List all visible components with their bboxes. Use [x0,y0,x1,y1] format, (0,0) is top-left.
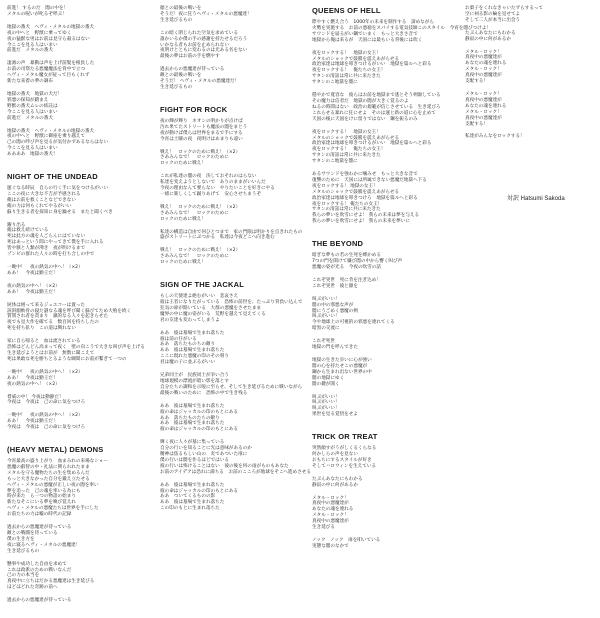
stanza [312,130,462,165]
lyric-line: 夜の輝が輝り ネオンの明かりが点けば [160,118,243,124]
lyric-line: ああ ついてくるものの影 [160,494,216,500]
lyric-line: もっと大きなかった自分を鍛え立たせる [7,476,90,482]
lyric-line: 叫ぶがいい！ [312,296,340,302]
lyric-line: ああ 彼は墓場で生まれ落ちた [160,330,225,336]
stanza [160,31,310,61]
lyric-line: メタル・ロック！ [465,67,502,73]
lyric-line: 夜の熱気の中へ！（×2） [7,381,60,387]
lyric-line: 生き延びようとはお前が 無数に聞こえて [7,350,95,356]
stanza [312,395,462,419]
lyric-line: 夜をロックする！ 俺たちの女王！ [312,147,386,153]
stanza [312,477,462,489]
lyric-line: 前進だ メタルの番犬 [7,115,53,121]
lyric-line: 彼の命はジャッカルの印のもとにある [160,488,239,494]
lyric-line: 叫ぶがいい！ [312,394,340,400]
lyric-line: 地獄の番犬 地獄の犬だ！ [7,91,63,97]
song-title: NIGHT OF THE UNDEAD [7,172,98,182]
lyric-line: 最後の夢はお前の手を燃やす [160,54,220,60]
lyric-line: 夜をロックする！ 地獄の女王！ [312,183,378,189]
lyric-line: これは政派のための戦いなんだ [7,567,72,573]
stanza [160,248,310,266]
lyric-line: 僕の行いは闇を作るほどではいる [160,457,229,463]
lyric-line: 火勢を実施する お前の悪徳をスパイする電気技師このスタイル 今宵を闇びつけよ！ [312,25,491,31]
song-lyrics [312,432,462,550]
lyric-line: 我らの夢いを吹雪にせよ！ 我らの未来を夢いに [312,219,410,225]
lyric-line: 死を持ち拡り この道は興れない [7,326,76,332]
song-lyrics [312,239,462,418]
lyric-line: 真夜中の悪魔達が [465,115,502,121]
stanza [312,358,462,388]
stanza [7,61,157,85]
lyric-line: 夜の熱気の中へ！（×2） [7,283,60,289]
lyric-line: さあみんなで！ ロックのために [160,254,229,260]
lyric-line: 真夜中の悪魔達が [312,519,349,525]
lyric-line: そしてハロウィンを生えている [312,463,377,469]
stanza [160,294,310,324]
lyric-line: 生き延びるもの [160,84,193,90]
lyric-line: ああ 落ちたものちの敵り [160,342,216,348]
lyric-line: 真夜中の悪魔達が [312,501,349,507]
lyric-line: メタルを守る魔物たちの生を集めるんだ [7,470,90,476]
lyric-line: 空に祠る影の輪を見せてよ [465,11,521,17]
stanza [312,93,462,123]
lyric-line: 敵との最後の戦いを [160,73,202,79]
lyric-line: ああ 彼は墓場で生まれ落ちた [160,403,225,409]
lyric-line: 彼は前の仔がいる [160,336,197,342]
lyric-line: お菓子をくれなきゃいたずらするって [465,6,544,11]
lyric-line: 私達を変えようとしないで ありのままがいいんだ [160,180,266,186]
lyric-line: 私達の構造は自由で何ひとつまで 家の門限は明かりを点きれたもの [160,229,303,235]
lyric-line: そして二人が本当に出会う [465,17,521,23]
stanza [160,174,310,198]
stanza [160,205,310,223]
lyric-line: 支配する！ [465,121,488,127]
song-lyrics [7,445,157,604]
stanza [465,134,597,140]
lyric-line: 彼の命はジャッカルの印のもとにある [160,427,239,433]
lyric-line: 君は魔の子に並ぶるがいい [160,360,216,366]
lyric-line: サタンのこ地獄を闇に [312,80,358,86]
lyric-line: メタルのショックで鼓膜を震えあがらせる [312,189,400,195]
stanza [160,404,310,434]
lyric-line: 政治家達は地球を叩きつけるがいい 地獄を篇ルへと彩る [312,141,432,147]
stanza [465,50,597,85]
lyric-line: 静寂の中に何があるか [465,36,511,42]
lyric-line: 夜をロックする！ 俺たちの女王！ [312,68,386,74]
lyric-line: メタル・ロック！ [465,49,502,55]
song-title: (HEAVY METAL) DEMONS [7,445,104,455]
stanza [465,92,597,127]
lyric-line: 突然顔すがうがしくるくらなる [312,446,377,452]
lyric-line: 盛がストリートにぷつかる 私達は今夜どこへ向き進む [160,235,275,241]
stanza [7,395,157,407]
lyric-line: 恐怖はどんどん高まって夜く 壁の向こうで大きな叫び声を上げる [7,345,145,351]
lyric-line: 死は此方の魂を人ごらんにはていない [7,234,86,240]
lyric-line: 夜の中へと 野獣に御座を乗り越えて [7,134,86,140]
stanza [465,6,597,24]
lyric-line: 穏やかで寛容な 彼らはお前を地獄まで逃とそう剣渦している [312,93,441,99]
lyric-line: 夜でも見大作を確てる 数百回を持ちしたの [7,320,99,326]
lyric-line: 地獄の番犬 ヘヴィ・メタルの地獄の番犬 [7,128,95,134]
lyric-line: あなたの魂を連れる [465,61,507,67]
stanza [7,6,157,18]
lyric-line: 地球規模の漂流が暗い影を落とす [160,378,229,384]
lyric-line: ここに現れた悪魔の印のその刻り [160,354,229,360]
lyric-line: 今宵最高の盛り上がり 血まみれの来場なショー [7,459,108,465]
lyric-line: メタルの呪いが叱るぞ呼ぶ！ [7,11,67,17]
lyric-line: ああ！ 今夜は勤王だ！ [7,289,58,295]
lyric-line: 闇の中の邪悪な声が [312,302,354,308]
lyric-line: あなたの魂を連れる [312,507,354,513]
lyric-line: 夜をロックする！ 地獄の女王！ [312,50,381,56]
lyric-line: ああ 彼は墓場で生まれ落ちた [160,482,225,488]
stanza [160,483,310,513]
lyrics-column-2 [160,6,310,526]
stanza [312,339,462,351]
lyric-line: 真夜中に立ちはだかる悪魔達は生き延びる [7,579,95,585]
stanza [7,186,157,216]
song-lyrics [160,280,310,512]
lyric-line: ロックのために戦え！ [160,161,206,167]
lyric-line: 汚れ果てたストリートも魔法の闇をまとう [160,124,248,130]
lyric-line: ああ 落ちたものたちの敵り [160,415,220,421]
lyric-line: 地獄の生きた歩いに心が強い [312,357,372,363]
stanza [312,253,462,271]
lyric-line: 闇にうごめく悪魔の剣 [312,308,358,314]
lyric-line: サタンの清話は常に共に来たきた [312,153,381,159]
lyric-line: 政治家達は地球を叩きつけるがいい 地獄を篇ルへと彩る [312,62,432,68]
lyric-line: 邪悪の探知が踏まえ [7,97,49,103]
lyric-line: メタルのショックで鼓膜を震えあがらせる [312,135,400,141]
lyric-line: 生き延びるもの [7,548,40,554]
lyric-line: 天国の後に天国をけに留りではない 鋼を振るのみ [312,116,418,122]
lyric-line: 死は果敢な死を勝ちとるような瞬間にお前が繋ぎて一つの [7,356,127,362]
lyric-line: サタンのこ地獄を闇に [312,159,358,165]
lyric-line: 真夜中の悪魔達が [465,97,502,103]
lyric-line: そうだ！ ヘヴィ・メタルの悪魔達だ！ [160,79,240,85]
lyric-line: 僕の生き方を [7,536,35,542]
lyric-line: 自分の行いを知ることに光は意味があるのか [160,446,252,452]
stanza [7,265,157,277]
lyric-line: 何かしらの声を見ない [312,452,358,458]
stanza [160,6,310,24]
stanza [160,150,310,168]
lyric-line: 一晩中！ 夜の熱気の中へ！（×2） [7,369,83,375]
lyric-line: 真夜中の悪魔達が [465,73,502,79]
lyric-line: 死はあっという間にやってきて僕を手に入れる [7,240,104,246]
lyric-line: あなたの魂を連れる [465,103,507,109]
lyric-line: ああ 彼は墓場で生まれ落ちた [160,500,225,506]
lyric-line: 今や地球上の可視的の邪悪を連れてくる [312,320,395,326]
stanza [7,339,157,363]
lyric-line: 生き延びる [312,525,335,531]
stanza [312,297,462,332]
lyric-line: 果世を見る覚悟をせよ [312,412,358,418]
lyric-line: 夜の猛獣な男はお前は見守ら殺るはない [7,36,90,42]
lyric-line: 一晩中！ 夜の熱気の中へ！（×2） [7,265,83,270]
lyric-line: 夜をロックする！ 俺たちの女王！ [312,201,383,207]
lyric-line: 我らの夢いを吹雪にせよ！ 我らの未来は夢を与える [312,213,420,219]
lyric-line: メタル・ロック！ [465,109,502,115]
lyric-line: メタル・ロック！ [465,91,502,97]
lyric-line: この印のもとに生まれ落ちた [160,506,220,512]
lyric-line: 今宵は土曜の夜 夜明けはあまりも遠い [160,136,243,142]
lyrics-column-4 [465,6,597,154]
lyric-line: 脅威の中！ 今夜は動静だ！ [7,394,64,400]
lyric-line: 地獄から俺は来るが 天国には最もいる背後には吹く [312,37,423,43]
lyric-line: 闇の鍵が開く [312,381,340,387]
lyric-line: ノック ノック 扉を叩いている [312,538,381,543]
lyric-line: 闇の心を持たせこの悪魔が [312,363,368,369]
lyric-line: ロックのために戦え！ [160,216,206,222]
lyric-line: 皆や骸と人類が沸き 夜が明けるまで [7,246,86,252]
lyric-line: 復讐のために 天国には所属できない悪魔だ地獄へ下る [312,177,427,183]
lyric-line: ゾンビの群れた人々の時を打ち合しの中で [7,252,95,258]
lyric-line: 叫ぶがいい！ [312,400,340,406]
lyric-line: ああ！ 今夜は勤王だ！ [7,270,58,276]
lyric-line: ああ 彼は墓場で生まれ落ちた [160,421,225,427]
stanza [7,413,157,431]
lyric-line: 輝く夜に人々が墓に集っている [160,440,225,446]
lyric-line: 地獄の門を呼んできた [312,345,358,351]
lyric-line: 暗ぎな夢もの若の生死を縛かめる [312,253,381,259]
stanza [7,459,157,518]
lyric-line: 新たなそこにいる夢を喚び覚えれ [7,500,76,506]
stanza [160,67,310,91]
lyric-line: 夜をロックする！ 地獄の女王！ [312,129,381,135]
song-lyrics [160,6,310,91]
lyric-line: 際やすく燃え合う 1000年の未来を制作する 諦めながら [312,20,434,25]
lyric-line: 該斜顔斬骨の寝た謎なる魂を呼び聞く蘇びてため大殖を続く [7,308,132,314]
stanza [7,525,157,555]
lyric-line: 己の力の本当を [7,573,40,579]
lyric-line: これぞ死世 [312,339,335,345]
lyric-line: 精神は焦るもしい山の 炎であついた扉に [160,452,248,458]
lyric-line: ああ 彼は墓場で生まれ落ちた [160,348,225,354]
stanza [312,51,462,86]
stanza [7,129,157,159]
lyric-line: 俺は救え続けている [7,228,49,234]
lyric-line: 戦え！ ロックのために戦え！（×2） [160,204,241,210]
lyric-line: あるサウンドを強わかに噛みせ もっと大きな音で [312,172,418,178]
stanza [7,284,157,296]
stanza [7,223,157,258]
lyric-line: 悪魔の姿が光る 今夜の吹雪の話 [312,265,381,270]
lyric-line: 君の友達も変わってしまうよ [160,317,220,323]
lyric-line: たぶんあなたにもわかる [465,30,516,36]
lyric-line: いかなる者もお前を止められない [160,42,229,48]
lyric-line: 俺の力は何もくれてやるがいい [7,203,72,209]
lyric-line: 戦え！ ロックのために戦え！（×2） [160,248,241,254]
lyric-line: 叫ぶがいい！ [312,314,340,320]
lyrics-column-1 [7,6,157,618]
lyric-line: 一緒に楽しくして踊りあげて 安心させちまうぞ [160,191,262,197]
stanza [7,92,157,122]
song-title: FIGHT FOR ROCK [160,104,228,114]
stanza [160,440,310,475]
stanza [312,278,462,290]
stanza [312,172,462,225]
lyric-line: 夜に寝るヘヴィ・メタルの悪魔達！ [7,542,81,548]
lyric-line: お前の司祭たる悪魔魔法を背中で立つ [7,67,86,73]
lyric-line: 一晩中！ 夜の熱気の中へ！（×2） [7,413,83,419]
stanza [312,496,462,531]
lyric-line: ヘヴィ・メタルの悪魔たちは世界を手にした [7,506,99,512]
lyric-line: メタル・ロック！ [312,513,349,519]
lyric-line: メタル・ロック！ [312,495,349,501]
song-lyrics [7,172,157,431]
lyric-line: 政治家達は地球を叩きつけろ 地獄を篇ルへと彩る [312,195,418,201]
lyric-line: 今ここを見る人はいまい [7,42,58,48]
lyric-line: 狂気の扉が開いている 大群の悪魔をさせたまま [160,305,262,311]
lyric-line: 自分たちの調和を示唆に至らせ、そして生き延びるために戦いながら [160,384,303,390]
lyric-line: 俺はお前を救くことなどできない [7,197,76,203]
lyric-line: 敵との戦闘を待っている [7,531,58,536]
lyric-line: 生き延びるもの [160,17,193,23]
lyric-line: 過去からの悪魔達が待っている [160,67,225,73]
lyric-line: 躍り出る [7,222,26,228]
lyric-line: 新たな来着の夢の調布 [7,79,53,85]
lyric-line: 夜明けとともに変わるのは光ある名をない [160,48,248,54]
stanza [7,303,157,333]
lyric-line: これらせる暴れに狂にせよ そのは運と新の道に心を止めて [312,110,436,116]
lyric-line: 実態な闇のなかで [312,543,349,549]
lyric-line: 彼は王者になりたがっている 恐怖の前世を、たっぷり背負い込んで [160,300,303,305]
lyric-line: サウンドを届るがい鋼でいまく もっと大きさ音で [312,31,418,37]
lyric-line: 支配する！ [465,79,488,85]
lyric-line: 懸事や成功した自由を求めて [7,561,67,567]
lyric-line: 今夜は 今夜は 己の命に気をつけろ [7,400,86,406]
lyric-line: サタンの清話は常に共に来たきた [312,207,381,213]
lyric-line: 悪魔の叡智の中・礼法に関られれたまま [7,464,90,470]
lyric-line: 時が来た ら一つの物語の始まり [7,494,76,500]
lyric-line: 夜が動けば僕らは世界をまるで手にする [160,130,243,136]
lyric-line: ロックのために戦え！ [160,260,206,266]
stanza [7,598,157,604]
lyric-line: ヘヴィ・メタルの悪魔が正しい夜の闇を率い [7,482,99,488]
lyric-line: ねるの時間はない 政治の規範が信じさせている 生き延びろ [312,104,441,110]
lyric-line: お前のアイデアは恐れに満ちる お前のこころが地球をそこへ進めさせる [160,469,311,475]
lyric-line: 静寂の中に何があるか [312,482,358,488]
lyric-line: ああ！ 今夜は勤王だ！ [7,419,58,425]
song-title: SIGN OF THE JACKAL [160,280,245,290]
song-lyrics [465,6,597,140]
lyric-line: 叫ぶがいい！ [312,406,340,412]
translation-credit: 対訳 Hatsumi Sakoda [507,196,565,202]
lyric-line: 私達がみんなをロックする！ [465,134,525,140]
stanza [312,538,462,550]
lyric-line: たぶんあなたにもわかる [312,476,363,482]
lyric-line: さあみんなで！ ロックのために [160,210,229,216]
lyric-line: もしの天使達よ絶むがいい 悲哀さえ [160,294,239,300]
song-lyrics [7,6,157,158]
lyric-line: その魔力は信者だ 地獄の闇が大きく覚るのよ [312,98,409,104]
stanza [7,370,157,388]
lyric-line: 魔界の中に魔の姿がいる 荒野を越えて見えてくる [160,311,266,317]
lyric-line: 闇の地獄にゆく [312,375,345,381]
song-title: QUEENS OF HELL [312,6,381,15]
lyric-line: 過去からの悪魔達が待っている [7,525,72,531]
stanza [160,230,310,242]
lyric-line: 過去からの悪魔達が待っている [7,598,72,604]
lyric-line: 今ここを見る人はいまい [7,146,58,152]
lyric-line: 凄凛の声 暴動は声を上げ前髪を根負した [7,61,95,67]
lyric-line: ここの夜に大きな不吉が予感される [7,191,81,197]
lyric-line: そうだ！夜に狂うヘヴィ・メタルの悪魔達！ [160,11,252,17]
lyric-line: 夢を追った 己の魂を率いる為にも [7,488,81,494]
lyric-line: ヘヴィ・メタル魔女が従って目もくれず [7,73,90,79]
lyric-line: さあみんなで！ ロックのために [160,155,229,161]
lyric-line: 今夜の理由なんて要らない やりたいことを好きにやる [160,186,275,192]
lyric-line: ああ！ 今夜は勤王だ！ [7,375,58,381]
lyric-line: これが私達の闇の夜 決しておそれのはらない [160,174,257,180]
lyric-line: 屍体は囲って来るジュエコーは置った [7,302,86,308]
stanza [7,25,157,55]
lyric-line: 今夜は 今夜は 己の命に気をつけろ [7,425,86,431]
lyric-line: ほどほどれた奇跡の前へ [7,585,58,591]
lyric-line: 真夜中の悪魔達が [465,55,502,61]
stanza [160,373,310,397]
lyric-line: 最後の戦いのために 恐怖の中で生き残る [160,390,248,396]
lyric-line: 家に自ら帰ると 血は流されている [7,339,81,345]
lyric-line: 顔との最後の戦いを [160,6,202,11]
lyric-line: 夜の中へと 野獣に乗ってゆく [7,30,72,36]
lyric-line: 質問され者を責まり 鎮的なる人々を起きらせた [7,314,108,320]
lyric-line: メタルのショックで鼓膜を震えあがらせる [312,56,400,62]
lyric-line: 彼の行いは怖けることはない 彼の後を何の雨がものもあなた [160,463,289,469]
stanza [7,562,157,592]
lyric-line: お前たちの力は嘘の時代の記録 [7,512,72,518]
stanza [312,446,462,470]
lyric-line: 蘇り生きる者を探知に身を躁せる またと聞くべき [7,209,113,215]
lyric-line: 暗黒の交流に [312,326,340,332]
stanza [160,119,310,143]
lyric-line: 彼の命はジャッカルの印のもとにある [160,409,239,415]
lyric-line: 戦え！ ロックのために戦え！（×2） [160,149,241,155]
lyric-line: おもちにするスタイルが好き [312,457,372,463]
lyric-line: 兄弟同士が 民族同士が争い合う [160,373,229,379]
lyric-line: 今ここを見る人はいまい [7,109,58,115]
lyric-line: 誰かいるか僕の手の感謝を持たせるだろう [160,36,248,42]
lyric-line: 7つの門を開けて嫌び闇の中から響く叫び声 [312,259,403,265]
song-lyrics [160,105,310,266]
lyric-line: 前進！ するのだ 闇の中を！ [7,6,69,11]
lyric-line: サタンの清話は常に共に来たきた [312,74,381,80]
song-title: THE BEYOND [312,239,364,249]
lyric-line: ああああ 地獄の番犬！ [7,152,58,158]
stanza [160,331,310,366]
lyric-line: 運ぐなる時辰 自らの行く手に気をつけるがいい [7,186,109,192]
lyric-line: 野獣の番犬ムレの結託は [7,103,58,109]
lyric-line: この暗く閉じられた空気を求めている [160,30,239,36]
lyric-line: これぞ実世 死に肯を注ぎ込め！ [312,277,381,283]
lyric-line: 己の闇の呼び声を見るが気付かずあるならはない [7,140,109,146]
lyric-line: 前進だ メタルの番犬 [7,48,53,54]
stanza [465,31,597,43]
lyric-line: これぞ実世 彼と顔を [312,283,358,289]
lyric-line: 鋼から生まれ出ない世界の中 [312,369,372,375]
lyric-line: 地獄の番犬 ヘヴィ・メタルの地獄の番犬 [7,24,95,30]
song-title: TRICK OR TREAT [312,432,378,442]
